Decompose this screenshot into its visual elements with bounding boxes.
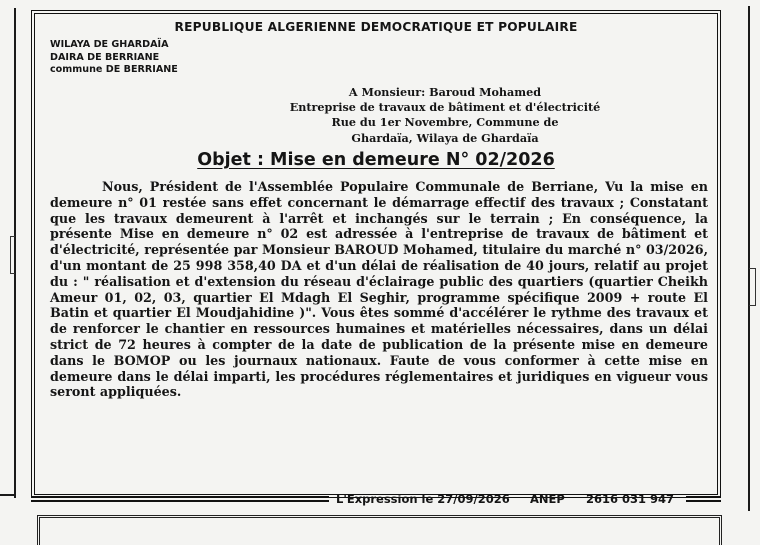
wilaya-line: WILAYA DE GHARDAÏA <box>50 39 169 50</box>
recipient-line: Entreprise de travaux de bâtiment et d'électricité <box>289 100 601 115</box>
column-bracket <box>749 268 756 306</box>
legal-notice-frame <box>31 10 721 498</box>
publication-date: L'Expression le 27/09/2026 <box>336 492 510 506</box>
right-column-edge <box>736 0 760 531</box>
anep-reference: 2616 031 947 <box>586 492 675 506</box>
column-rule <box>748 6 750 511</box>
column-bracket <box>10 236 15 274</box>
administration-block <box>50 39 178 77</box>
notice-subject <box>35 150 717 170</box>
republic-heading: REPUBLIQUE ALGERIENNE DEMOCRATIQUE ET POPULAIRE <box>174 20 578 34</box>
notice-body: Nous, Président de l'Assemblée Populaire Communale de Berriane, Vu la mise en demeure n° 01 restée sans effet concernant le démarrage effectif des travaux ; Constatant que les travaux demeurent à l'arrêt et inchangés sur le terrain ; En conséquence, la présente Mise en demeure n° 02 est adressée à l'entreprise de travaux de bâtiment et d'électricité, représentée par Monsieur BAROUD Mohamed, titulaire du marché n° 03/2026, d'un montant de 25 998 358,40 DA et d'un délai de réalisation de 40 jours, relatif au projet du : " réalisation et d'extension du réseau d'éclairage public des quartiers (quartier Cheikh Ameur 01, 02, 03, quartier El Mdagh El Seghir, programme spécifique 2009 + route El Batin et quartier El Moudjahidine )". Vous êtes sommé d'accélérer le rythme des travaux et de renforcer le chantier en ressources humaines et matérielles nécessaires, dans un délai strict de 72 heures à compter de la date de publication de la présente mise en demeure dans le BOMOP ou les journaux nationaux. Faute de vous conformer à cette mise en demeure dans le délai imparti, les procédures réglementaires et juridiques en vigueur vous seront appliquées. <box>50 179 708 400</box>
next-notice-frame <box>37 515 722 545</box>
recipient-line: Rue du 1er Novembre, Commune de <box>331 115 559 130</box>
publication-footer <box>0 490 760 510</box>
footer-rule <box>686 496 721 502</box>
anep-label: ANEP <box>530 492 565 506</box>
subject-text: Objet : Mise en demeure N° 02/2026 <box>197 150 555 170</box>
daira-line: DAIRA DE BERRIANE <box>50 51 160 63</box>
recipient-line: A Monsieur: Baroud Mohamed <box>348 85 542 99</box>
commune-line: commune DE BERRIANE <box>50 64 178 75</box>
recipient-line: Ghardaïa, Wilaya de Ghardaïa <box>351 130 539 145</box>
recipient-address <box>235 85 655 146</box>
left-column-edge <box>0 0 20 531</box>
footer-rule <box>31 496 329 502</box>
